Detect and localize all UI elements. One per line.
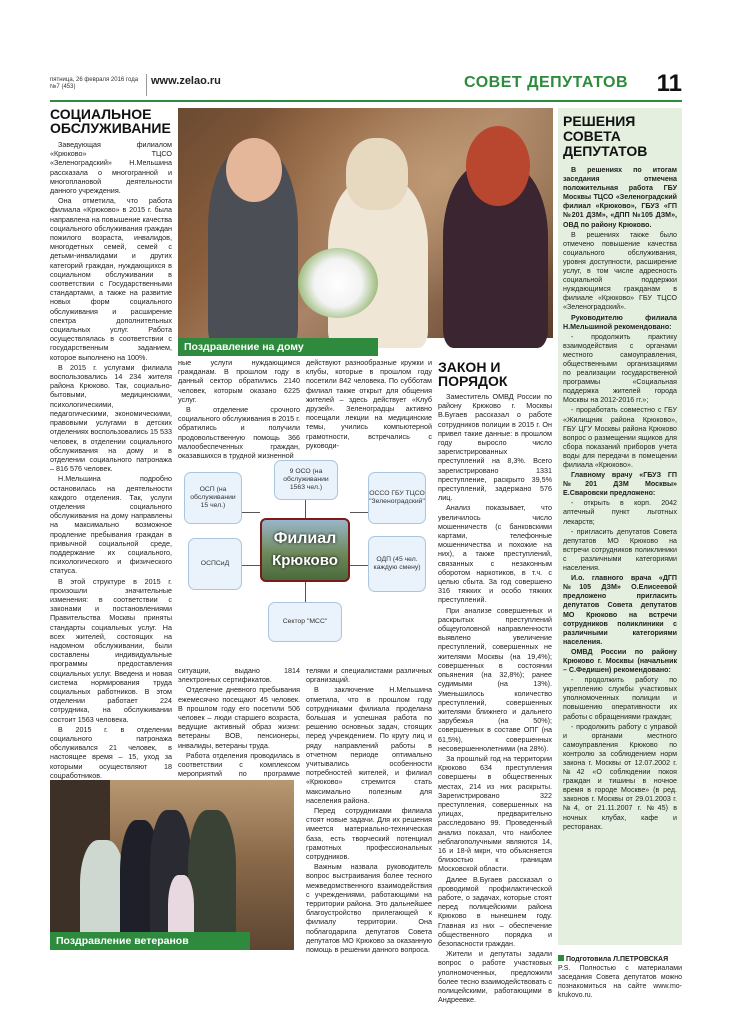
law-article — [438, 359, 552, 1005]
law-title-line1: ЗАКОН И — [438, 359, 501, 375]
issue-date: пятница, 26 февраля 2016 года — [50, 77, 139, 83]
connector-line — [242, 565, 260, 566]
paragraph: ные услуги нуждающимся гражданам. В прошлом году в данный сектор обратились 2140 человек, которым оказано 6225 услуг. — [178, 358, 300, 404]
social-continued-3 — [178, 666, 300, 779]
paragraph: - продолжить работу с управой и органами местного самоуправления Крюково по контролю за соблюдением норм закона г. Москвы от 12.07.2002 г. №42 «О соблюдении покоя граждан и тишины в ночное время в городе Москве» (в ред. законов г. Москвы от 29.01.2003 г. №4, от 21.11.2007 г. №45) в ночных клубах, кафе и ресторанах. — [563, 722, 677, 831]
social-continued-1 — [178, 358, 300, 461]
paragraph: - продолжить практику взаимодействия с органами местного самоуправления, общественными организациями по реализации государственной программы «Социальная поддержка жителей города Москвы на 2012-2016 гг.»; — [563, 332, 677, 405]
header-rule — [50, 100, 682, 102]
header-divider — [146, 74, 147, 96]
box-odp: ОДП (45 чел. каждую смену) — [368, 536, 426, 592]
photo-caption-home: Поздравление на дому — [178, 338, 378, 356]
paragraph: Н.Мельшина подробно остановилась на деятельности каждого отделения. Так, услуги отделения социального обслуживания на дому направлены на максимально возможное продление пребывания граждан в привычной социальной среде, поддержание их социального, психологического и физического статуса. — [50, 474, 172, 576]
photo-home-congratulation — [178, 108, 553, 338]
paragraph: При анализе совершенных и раскрытых преступлений общеуголовной направленности выявлено увеличение преступлений, совершенных не жителями Москвы (на 19,4%); совершенных в состоянии опьянения (на 32,8%); ранее судимыми (на 13%). Уменьшилось количество преступлений, совершенных жителями ближнего и дальнего зарубежья (на 50%); совершенных в составе ОПГ (на 61,5%), совершенных несовершеннолетними (на 28%). — [438, 605, 552, 753]
paragraph: За прошлый год на территории Крюково 634 преступления совершены в общественных местах, 214 из них раскрыты. Зарегистрировано 322 преступления, совершенных на улицах, предварительно расследовано 99. Проведенный анализ показал, что наиболее неблагополучными являются 14, 16 и 18-й мкрн, что объясняется близостью к границам Московской области. — [438, 753, 552, 874]
box-ospsid: ОСПСиД — [188, 538, 242, 590]
paragraph: В решениях по итогам заседания отмечена положительная работа ГБУ Москвы ТЦСО «Зеленоградский филиал «Крюково», ГБУЗ «ГП №201 ДЗМ», «ДПП №105 ДЗМ», ОВД по району Крюково. — [563, 166, 677, 229]
paragraph: Отделение дневного пребывания ежемесячно посещают 45 человек. В прошлом году его посетили 506 человек – люди старшего возраста, ведущие активный образ жизни: ветераны ВОВ, пенсионеры, инвалиды, ветераны труда. — [178, 685, 300, 750]
paragraph: Заместитель ОМВД России по району Крюково г. Москвы В.Бугаев рассказал о работе сотрудников полиции в 2015 г. Он привел такие данные: в прошлом году выросло число зарегистрированных преступлений на 8,3%. Всего зарегистрировано 1331 преступление, раскрыто 39,5% преступлений, задержано 576 лиц. — [438, 392, 552, 503]
law-title-line2: ПОРЯДОК — [438, 373, 508, 389]
paragraph: ситуации, выдано 1814 электронных сертификатов. — [178, 666, 300, 685]
paragraph: В отделение срочного социального обслуживания в 2015 г. обратились и получили продовольственную помощь 366 малообеспеченных граждан, оказавшихся в трудной жизненной — [178, 405, 300, 461]
paragraph: В 2015 г. в отделении социального патронажа обслуживался 21 человек, в настоящее время – 15, уход за которыми осуществляют 18 соцработников. — [50, 724, 172, 780]
box-osso: ОССО ГБУ ТЦСО "Зеленоградский" — [368, 472, 426, 524]
social-article — [50, 106, 172, 780]
person-figure — [188, 810, 236, 950]
paragraph: - открыть в корп. 2042 аптечный пункт льготных лекарств; — [563, 499, 677, 526]
box-osp: ОСП (на обслуживании 15 чел.) — [184, 472, 242, 524]
social-title — [50, 107, 172, 135]
decisions-sidebar — [558, 108, 682, 945]
paragraph: В решениях также было отмечено повышение качества социального обслуживания, уровня доступности, расширение услуг, в том числе адресность социальной поддержки нуждающимся гражданам в филиале «Крюково» ГБУ ТЦСО «Зеленоградский». — [563, 230, 677, 312]
paragraph: Заведующая филиалом «Крюково» ТЦСО «Зеленоградский» Н.Мельшина рассказала о многогранной и многоплановой деятельности данного учреждения. — [50, 140, 172, 196]
paragraph: Жители и депутаты задали вопрос о работе участковых уполномоченных, предложили более тесно взаимодействовать с полицейскими, работающими в Андреевке. — [438, 949, 552, 1005]
connector-line — [350, 512, 368, 513]
paragraph: Главному врачу «ГБУЗ ГП №201 ДЗМ Москвы» Е.Сваровски предложено: — [563, 471, 677, 498]
social-title-line2: ОБСЛУЖИВАНИЕ — [50, 120, 171, 136]
branch-center-box — [260, 518, 350, 582]
law-title — [438, 360, 552, 388]
site-url[interactable]: www.zelao.ru — [151, 75, 221, 87]
branch-structure-diagram — [178, 460, 432, 660]
square-bullet-icon — [558, 955, 564, 961]
paragraph: Она отметила, что работа филиала «Крюково» в 2015 г. была направлена на повышение качества социального обслуживания граждан пожилого возраста, инвалидов, многодетных семей, семей с детьми-инвалидами и других категорий граждан, нуждающихся в социальном обслуживании в соответствии с Государственными стандартами, а также на развитие новых форм социального обслуживания и расширение спектра дополнительных социальных услуг. Работа осуществлялась в соответствии с государственным заданием, которое выполнено на 100%. — [50, 196, 172, 362]
person-head — [346, 138, 408, 210]
sidebar-body — [563, 166, 677, 941]
box-mss: Сектор "МСС" — [268, 602, 342, 642]
connector-line — [350, 565, 368, 566]
branch-center-line1: Филиал — [273, 530, 337, 547]
paragraph: - продолжить работу по укреплению службы участковых уполномоченных полиции и повышению оперативности их работы с обращениями граждан; — [563, 676, 677, 721]
paragraph: Важным назвала руководитель вопрос выстраивания более тесного межведомственного взаимодействия с учреждениями, работающими на территории района. Это дальнейшее благоустройство прилегающей к филиалу территории. Она поблагодарила депутатов Совета депутатов МО Крюково за оказанную помощь в решении данного вопроса. — [306, 862, 432, 955]
paragraph: В заключение Н.Мельшина отметила, что в прошлом году сотрудниками филиала проделана большая и успешная работа по решению основных задач, стоящих перед учреждением. По кругу лиц и ряду направлений работы в отчетном периоде оптимально учитывались особенности потребностей жителей, и филиал «Крюково» стремится стать максимально полезным для населения района. — [306, 685, 432, 805]
paragraph: Руководителю филиала Н.Мельшиной рекомендовано: — [563, 313, 677, 331]
photo-veterans — [50, 780, 294, 950]
issue-number: №7 (453) — [50, 84, 76, 90]
branch-center-line2: Крюково — [272, 552, 338, 569]
person-head — [226, 138, 282, 202]
author: Подготовила Л.ПЕТРОВСКАЯ — [566, 956, 669, 963]
paragraph: Анализ показывает, что увеличилось число мошенничеств (с банковскими картами, телефонные мошенничества и похожие на них), а также преступлений, связанных с незаконным оборотом наркотиков, в т.ч. с целью сбыта. За год совершено 316 тяжких и особо тяжких преступлений. — [438, 503, 552, 605]
paragraph: Работа отделения проводилась в соответствии с комплексом мероприятий по программе — [178, 750, 300, 779]
paragraph: Перед сотрудниками филиала стоят новые задачи. Для их решения имеется материально-техническая база, есть творческий потенциал грамотных профессиональных сотрудников. — [306, 806, 432, 862]
postscript: P.S. Полностью с материалами заседания Совета депутатов можно познакомиться на сайте www.mo-krukovo.ru. — [558, 965, 682, 999]
section-title: СОВЕТ ДЕПУТАТОВ — [464, 74, 628, 91]
paragraph: В этой структуре в 2015 г. произошли значительные изменения: в соответствии с законами и постановлениями Правительства Москвы приняты стандарты социальных услуг. На всех жителей, состоящих на надомном обслуживании, были составлены индивидуальные программы предоставления социальных услуг. Введена и новая система нормирования труда социальных работников. В этом отделении работает 224 сотрудника, на обслуживании состоит 1563 человека. — [50, 576, 172, 724]
paragraph: И.о. главного врача «ДГП №105 ДЗМ» О.Елисеевой предложено пригласить депутатов Совета депутатов МО Крюково на встречи сотрудников поликлиники с различными категориями населения. — [563, 574, 677, 646]
paragraph: действуют разнообразные кружки и клубы, которые в прошлом году посетили 842 человека. По субботам филиал также открыт для общения жителей – здесь действует «Клуб друзей». Зеленоградцы активно посещали лекции на медицинские темы, учились компьютерной грамотности, встречались с руководи- — [306, 358, 432, 450]
paragraph: В 2015 г. услугами филиала воспользовались 14 234 жителя района Крюково. Так, социально-бытовыми, медицинскими, психологическими, педагогическими, экономическими, правовыми услугами в детских отделениях воспользовались 15 533 человек, в отделении социального обслуживания на дому и в отделении социального патронажа – 816 576 человек. — [50, 362, 172, 474]
flower-bouquet — [298, 248, 378, 318]
social-continued-2 — [306, 358, 432, 458]
sidebar-title: РЕШЕНИЯ СОВЕТА ДЕПУТАТОВ — [563, 113, 648, 159]
signature-block — [558, 955, 682, 1000]
photo-caption-veterans: Поздравление ветеранов — [50, 932, 250, 950]
connector-line — [305, 582, 306, 602]
page-header — [50, 70, 682, 100]
social-continued-4 — [306, 666, 432, 956]
connector-line — [242, 512, 260, 513]
page-number: 11 — [656, 70, 682, 97]
social-title-line1: СОЦИАЛЬНОЕ — [50, 106, 152, 122]
paragraph: - проработать совместно с ГБУ «Жилищник района Крюково», ГБУ ЦГУ Москвы района Крюково вопрос о размещении ящиков для сбора показаний приборов учета воды для передачи в помещении филиала «Крюково». — [563, 406, 677, 469]
paragraph: телями и специалистами различных организаций. — [306, 666, 432, 685]
box-9oso: 9 ОСО (на обслуживании 1563 чел.) — [274, 460, 338, 500]
person-head — [466, 126, 530, 206]
paragraph: - пригласить депутатов Совета депутатов МО Крюково на встречи сотрудников поликлиники с различными категориями населения. — [563, 527, 677, 573]
paragraph: Далее В.Бугаев рассказал о проводимой профилактической работе, о задачах, которые стоят перед полицейскими района Крюково в нынешнем году. Главная из них – обеспечение общественного порядка и безопасности граждан. — [438, 874, 552, 948]
connector-line — [305, 498, 306, 518]
paragraph: ОМВД России по району Крюково г. Москвы (начальник – С.Федишен) рекомендовано: — [563, 647, 677, 675]
issue-date-block — [50, 77, 138, 91]
author-line — [558, 955, 682, 964]
